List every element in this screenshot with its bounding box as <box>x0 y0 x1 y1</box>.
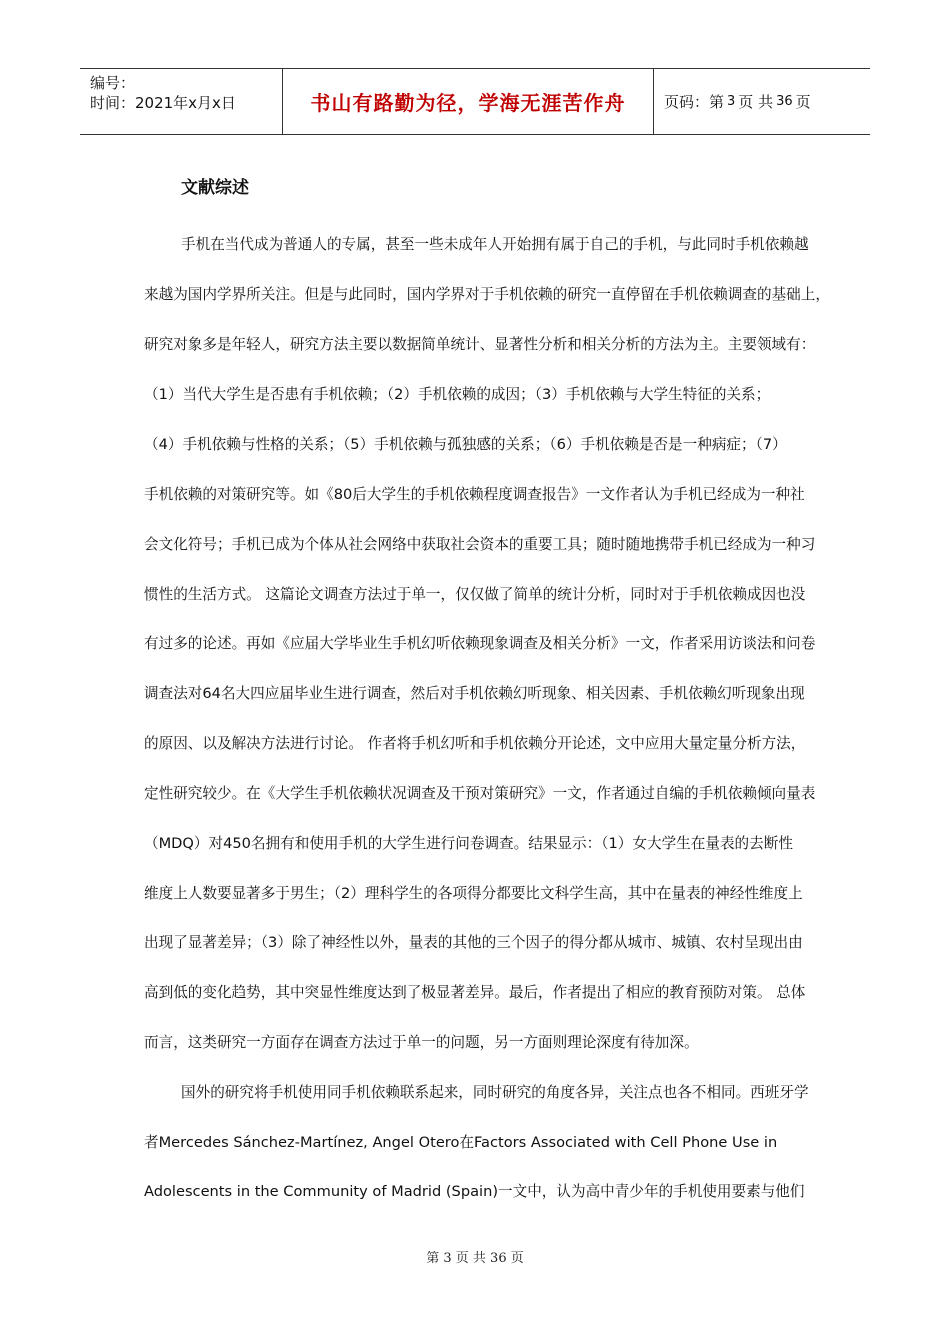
page-current: 3 <box>727 94 736 109</box>
body-line: 手机在当代成为普通人的专属，甚至一些未成年人开始拥有属于自己的手机，与此同时手机依赖越 <box>181 236 809 253</box>
body-line: 有过多的论述。再如《应届大学毕业生手机幻听依赖现象调查及相关分析》一文，作者采用访谈法和问卷 <box>144 635 816 652</box>
body-line: 高到低的变化趋势，其中突显性维度达到了极显著差异。最后，作者提出了相应的教育预防对策。 总体 <box>144 984 806 1001</box>
body-line: 会文化符号；手机已成为个体从社会网络中获取社会资本的重要工具；随时随地携带手机已经成为一种习 <box>144 536 816 553</box>
header-page-cell <box>654 69 870 134</box>
body-line: （MDQ）对450名拥有和使用手机的大学生进行问卷调查。结果显示：（1）女大学生在量表的去断性 <box>144 835 793 852</box>
body-line: 定性研究较少。在《大学生手机依赖状况调查及干预对策研究》一文，作者通过自编的手机依赖倾向量表 <box>144 785 816 802</box>
body-line: 来越为国内学界所关注。但是与此同时，国内学界对于手机依赖的研究一直停留在手机依赖调查的基础上， <box>144 286 830 303</box>
page-middle: 页 共 <box>738 93 774 111</box>
header-motto-cell <box>282 69 654 134</box>
document-date: 时间：2021年x月x日 <box>90 94 236 112</box>
section-title: 文献综述 <box>181 178 249 198</box>
body-line: （1）当代大学生是否患有手机依赖；（2）手机依赖的成因；（3）手机依赖与大学生特征的关系； <box>144 386 771 403</box>
page-footer: 第 3 页 共 36 页 <box>426 1251 524 1266</box>
body-line: 国外的研究将手机使用同手机依赖联系起来，同时研究的角度各异，关注点也各不相同。西班牙学 <box>181 1084 809 1101</box>
body-line: 研究对象多是年轻人，研究方法主要以数据简单统计、显著性分析和相关分析的方法为主。主要领域有： <box>144 336 816 353</box>
body-line: 的原因、以及解决方法进行讨论。 作者将手机幻听和手机依赖分开论述，文中应用大量定量分析方法， <box>144 735 806 752</box>
document-number-label: 编号： <box>90 74 136 92</box>
body-line: （4）手机依赖与性格的关系；（5）手机依赖与孤独感的关系；（6）手机依赖是否是一种病症；（7） <box>144 436 787 453</box>
body-line: 惯性的生活方式。 这篇论文调查方法过于单一，仅仅做了简单的统计分析，同时对于手机依赖成因也没 <box>144 586 806 603</box>
body-line: 手机依赖的对策研究等。如《80后大学生的手机依赖程度调查报告》一文作者认为手机已经成为一种社 <box>144 486 805 503</box>
header-info-cell <box>80 69 282 134</box>
page-header <box>80 68 870 135</box>
body-line: 而言，这类研究一方面存在调查方法过于单一的问题，另一方面则理论深度有待加深。 <box>144 1034 699 1051</box>
body-line: 调查法对64名大四应届毕业生进行调查，然后对手机依赖幻听现象、相关因素、手机依赖幻听现象出现 <box>144 685 805 702</box>
page-total: 36 <box>776 94 793 109</box>
page-prefix: 页码：第 <box>664 93 725 111</box>
body-line: Adolescents in the Community of Madrid (Spain)一文中，认为高中青少年的手机使用要素与他们 <box>144 1183 805 1200</box>
header-motto: 书山有路勤为径，学海无涯苦作舟 <box>310 91 626 115</box>
body-line: 者Mercedes Sánchez-Martínez, Angel Otero在Factors Associated with Cell Phone Use in <box>144 1134 778 1151</box>
body-line: 维度上人数要显著多于男生；（2）理科学生的各项得分都要比文科学生高，其中在量表的神经性维度上 <box>144 885 803 902</box>
body-line: 出现了显著差异；（3）除了神经性以外，量表的其他的三个因子的得分都从城市、城镇、农村呈现出由 <box>144 934 803 951</box>
page-suffix: 页 <box>795 93 811 111</box>
